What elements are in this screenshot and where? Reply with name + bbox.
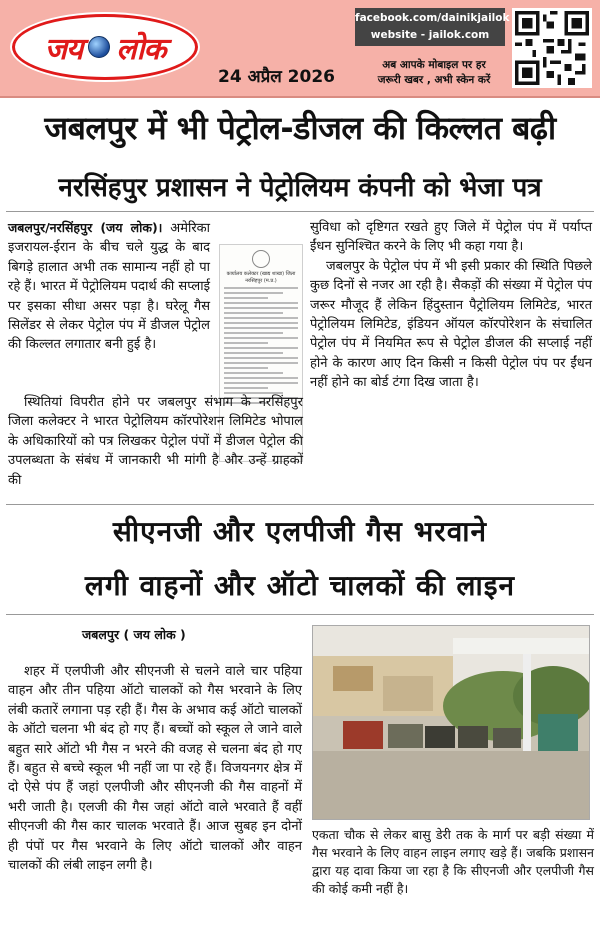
story2-paragraph: शहर में एलपीजी और सीएनजी से चलने वाले चार पहिया वाहन और तीन पहिया ऑटो चालकों को गैस भरवाने के लिए लंबी कतारें लगाना पड़ रही हैं। गैस के अभाव कई ऑटो चालकों के ऑटो चलना भी बंद हो गए हैं। बच्चों को स्कूल ले जाने वाले बहुत सारे ऑटो भी गैस न भरने की वजह से चलना बंद हो गए हैं। बहुत से बच्चे स्कूल भी नहीं जा पा रहे हैं। विजयनगर क्षेत्र में दो ऐसे पंप हैं जहां एलपीजी और सीएनजी की गैस वाहनों में भरी जाती है। एलजी की गैस जहां ऑटो वाले भरवाते हैं वहीं सीएनजी की गैस कार चालक भरवाते हैं। आज सुबह इन दोनों ही पंपों पर गैस भरवाने के लिए ऑटो चालकों और वाहन चालकों की लंबी लाइन लगी है। [8,664,302,874]
globe-icon [88,36,110,58]
story1-col1-para1: अमेरिका इजरायल-ईरान के बीच चले युद्ध के बाद बिगड़े हालात अभी तक सामान्य नहीं हो पा रहे हैं। भारत में पेट्रोलियम पदार्थ की सप्लाई पर इसका सीधा असर पड़ा है। घरेलू गैस सिलेंडर से लेकर पेट्रोल पंप में डीजल पेट्रोल की किल्लत लगातार बनी हुई है। [8,221,210,353]
website-link[interactable]: website - jailok.com [370,29,490,41]
newspaper-logo[interactable] [12,14,198,80]
story2-body [8,662,302,875]
photo-caption: एकता चौक से लेकर बासु डेरी तक के मार्ग पर बड़ी संख्या में गैस भरवाने के लिए वाहन लाइन लगाए खड़े हैं। जबकि प्रशासन द्वारा यह दावा किया जा रहा है कि सीएनजी और एलपीजी गैस की कोई कमी नहीं है। [312,827,594,896]
story2-headline-line-2: लगी वाहनों और ऑटो चालकों की लाइन [84,569,516,602]
scan-prompt-line-2: जरूरी खबर , अभी स्केन करें [377,74,491,86]
story1-col1-para2: स्थितियां विपरीत होने पर जबलपुर संभाग के नरसिंहपुर जिला कलेक्टर ने भारत पेट्रोलियम कॉरपोरेशन लिमिटेड भोपाल के अधिकारियों को पत्र लिखकर पेट्रोल पंपों में डीजल पेट्रोल की उपलब्धता के संबंध में जानकारी भी मांगी है और उन्हें ग्राहकों की [8,395,303,488]
divider [6,614,594,615]
story2-dateline: जबलपुर ( जय लोक ) [82,627,186,642]
story1-col2-para2: जबलपुर के पेट्रोल पंप में भी इसी प्रकार की स्थिति पिछले कुछ दिनों से नजर आ रही है। सैकड़ों की संख्या में पेट्रोल पंप जरूर मौजूद हैं लेकिन हिंदुस्तान पैट्रोलियम लिमिटेड, भारत पेट्रोलियम लिमिटेड, इंडियन ऑयल कॉरपोरेशन के संचालित पेट्रोल पंप में नियमित रूप से पेट्रोल डीजल की सप्लाई नहीं होने के कारण आए दिन किसी न किसी पेट्रोल पंप पर ईंधन नहीं होने का बोर्ड टंगा दिख जाता है। [310,258,592,391]
scan-prompt-line-1: अब आपके मोबाइल पर हर [382,59,486,71]
story2-headline-line-1: सीएनजी और एलपीजी गैस भरवाने [112,515,488,548]
divider [6,211,594,212]
gas-queue-photo [312,625,590,820]
story1-column-1-bottom [8,393,303,490]
story1-dateline: जबलपुर/नरसिंहपुर (जय लोक)। [8,220,163,235]
divider [6,504,594,505]
story1-subheadline: नरसिंहपुर प्रशासन ने पेट्रोलियम कंपनी को भेजा पत्र [58,173,542,203]
facebook-link[interactable]: facebook.com/dainikjailok [355,12,510,24]
edition-date: 24 अप्रैल 2026 [218,67,335,87]
story1-column-1-top [8,218,210,355]
story1-headline: जबलपुर में भी पेट्रोल-डीजल की किल्लत बढ़ी [44,109,556,147]
emblem-icon [252,250,270,268]
story1-column-2 [310,218,592,393]
story1-col2-para1: सुविधा को दृष्टिगत रखते हुए जिले में पेट्रोल पंप में पर्याप्त ईंधन सुनिश्चित करने के लिए भी कहा गया है। [310,220,592,255]
scan-prompt [364,58,504,88]
letter-heading: कार्यालय कलेक्टर (खाद्य शाखा) जिला नरसिंहपुर (म.प्र.) [226,271,296,284]
logo-word-left: जय [44,31,83,67]
qr-code-icon[interactable] [512,8,592,88]
masthead [0,0,600,98]
social-links-box [355,8,510,46]
logo-word-right: लोक [116,31,166,67]
